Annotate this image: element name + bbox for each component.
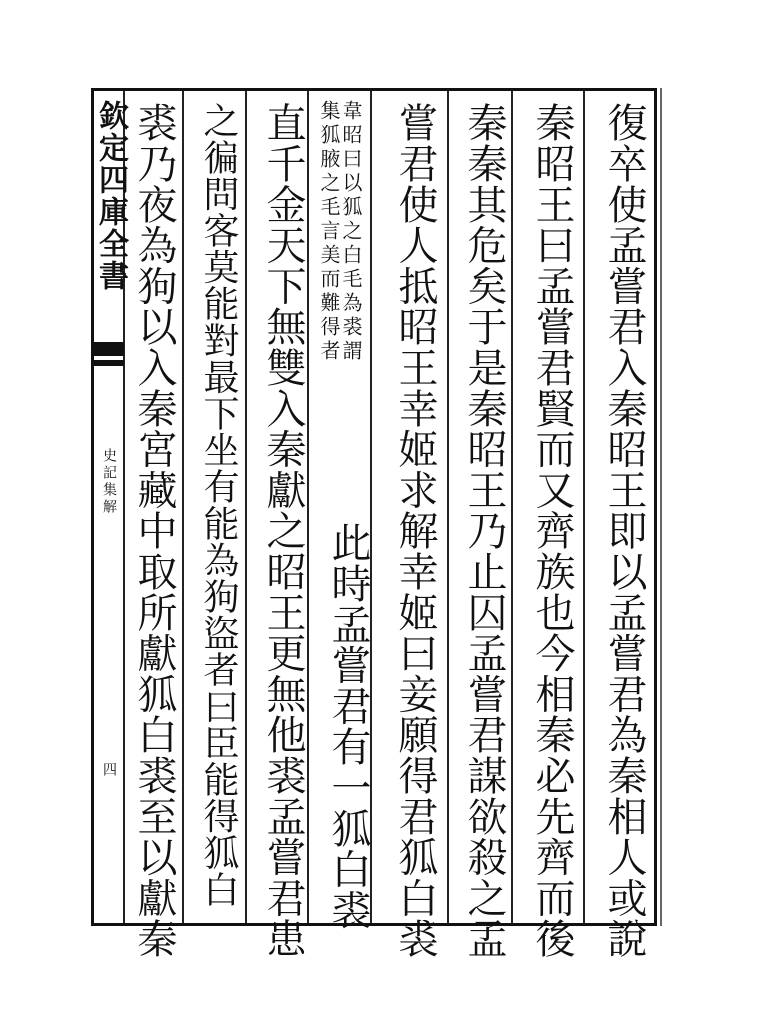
fish-tail-mark-lower (92, 360, 124, 366)
text-column-3: 秦秦其危矣于是秦昭王乃止囚孟嘗君謀欲殺之孟 (461, 102, 507, 959)
text-column-1: 復卒使孟嘗君入秦昭王即以孟嘗君為秦相人或說 (601, 102, 647, 959)
fish-tail-mark (92, 342, 124, 356)
text-column-5: 此時孟嘗君有一狐白裘 (325, 522, 371, 930)
text-column-4: 嘗君使人抵昭王幸姬求解幸姬曰妾願得君狐白裘 (392, 102, 438, 959)
column-rule (447, 91, 449, 923)
page-number: 四 (101, 762, 117, 776)
annotation-line-1: 韋昭曰以狐之白毛為裘謂 (339, 100, 363, 364)
page-edge (660, 88, 662, 926)
text-column-6: 直千金天下無雙入秦獻之昭王更無他裘孟嘗君患 (260, 102, 306, 959)
section-title: 史記集解 (101, 448, 117, 516)
column-rule (182, 91, 184, 923)
annotation-line-2: 集狐腋之毛言美而難得者 (317, 100, 341, 364)
column-rule (511, 91, 513, 923)
text-column-8: 裘乃夜為狗以入秦宮藏中取所獻狐白裘至以獻秦 (131, 102, 177, 959)
column-rule (245, 91, 247, 923)
text-column-7: 之徧問客莫能對最下坐有能為狗盜者曰臣能得狐白 (198, 102, 239, 908)
text-column-2: 秦昭王曰孟嘗君賢而又齊族也今相秦必先齊而後 (529, 102, 575, 959)
annotation-block (318, 100, 362, 364)
column-rule (583, 91, 585, 923)
book-title: 欽定四庫全書 (93, 100, 128, 292)
